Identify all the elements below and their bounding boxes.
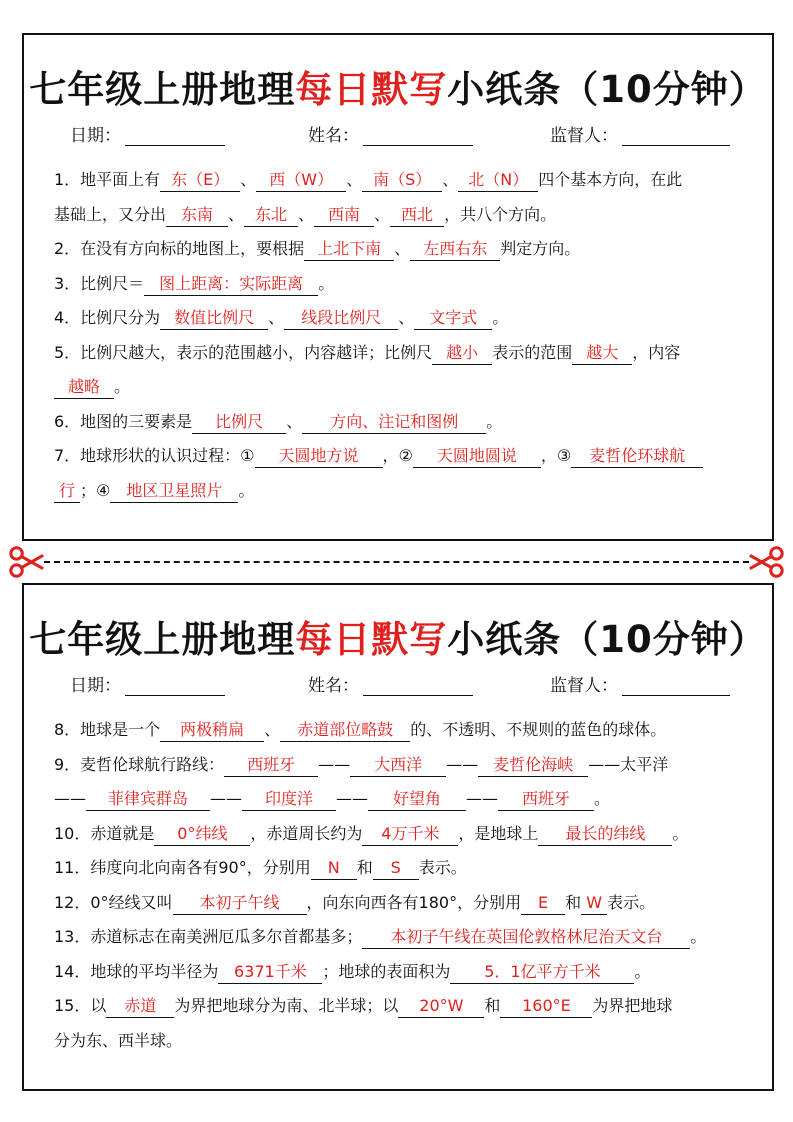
line-text: 。 [318,273,335,293]
answer-blank: 西班牙 [498,788,594,811]
answer-blank: 方向、注记和图例 [302,411,486,434]
line-text: —— [466,789,498,808]
supervisor-blank[interactable] [622,129,730,146]
answer-blank: S [373,857,419,880]
answer-blank: 越大 [572,342,632,365]
answer-blank: 行 [54,480,80,503]
date-field [70,121,225,146]
question-line [54,336,748,371]
answer-blank: 地区卫星照片 [110,480,238,503]
title-highlight: 每日默写 [295,68,448,111]
line-text: 、 [346,170,363,189]
question-line [54,920,748,955]
line-text: 。 [594,789,611,808]
answer-blank: 越略 [54,376,114,399]
answer-blank: 数值比例尺 [160,307,268,330]
line-text: 、 [240,170,257,189]
line-text: 判定方向。 [500,239,581,258]
answer-blank: 0°纬线 [154,823,250,846]
question-list [54,713,748,1058]
line-text: 和 [484,996,501,1015]
supervisor-label: 监督人： [550,676,618,696]
answer-blank: 南（S） [362,169,442,192]
line-text: 太平洋 [620,754,669,774]
line-text: 。 [486,411,503,431]
answer-blank: 160°E [500,995,592,1018]
line-text: ，共八个方向。 [444,204,557,224]
line-text: 。 [238,480,255,500]
answer-blank: 麦哲伦海峡 [478,754,588,777]
answer-blank: W [581,892,607,915]
date-label: 日期： [70,676,121,696]
answer-blank: 印度洋 [242,788,336,811]
title-prefix: 七年级上册地理 [29,68,296,111]
line-text: 1．地平面上有 [54,170,161,189]
question-line [54,267,748,302]
question-line [54,713,748,748]
supervisor-field [550,671,730,696]
date-blank[interactable] [125,129,225,146]
line-text: 15．以 [54,996,107,1015]
name-label: 姓名： [308,676,359,696]
answer-blank: 天圆地方说 [255,445,383,468]
line-text: ，内容 [632,342,681,362]
answer-blank: 东（E） [160,169,240,192]
line-text: 、 [228,204,245,224]
answer-blank: 大西洋 [350,754,446,777]
name-blank[interactable] [363,129,473,146]
line-text: 13．赤道标志在南美洲厄瓜多尔首都基多； [54,927,363,946]
question-line [54,301,748,336]
name-field [308,121,473,146]
line-text: 和 [565,892,582,912]
line-text: ，赤道周长约为 [250,823,363,843]
question-line [54,232,748,267]
answer-blank: 西南 [314,204,374,227]
question-line [54,782,748,817]
line-text: 14．地球的平均半径为 [54,961,219,981]
question-line [54,989,748,1024]
info-fields [70,121,742,147]
answer-blank: 天圆地圆说 [413,445,541,468]
question-line [54,405,748,440]
question-line [54,474,748,509]
line-text: 分为东、西半球。 [54,1030,183,1050]
line-text: 。 [114,377,131,396]
line-text: 、 [442,170,459,189]
line-text: 。 [672,823,689,843]
answer-blank: 好望角 [368,788,466,811]
line-text: ，② [382,446,413,465]
supervisor-label: 监督人： [550,126,618,146]
line-text: 4．比例尺分为 [54,308,161,327]
line-text: 表示的范围 [492,342,573,362]
line-text: 的、不透明、不规则的蓝色的球体。 [410,720,667,739]
answer-blank: 西班牙 [224,754,318,777]
answer-blank: 本初子午线 [173,892,307,915]
answer-blank: 6371千米 [218,961,322,984]
line-text: ；④ [80,480,111,500]
date-blank[interactable] [125,679,225,696]
answer-blank: 两极稍扁 [160,719,264,742]
line-text: 四个基本方向，在此 [538,170,683,189]
line-text: 、 [298,204,315,224]
line-text: 3．比例尺＝ [54,273,145,293]
answer-blank: 东北 [244,204,298,227]
title-suffix: 小纸条（10分钟） [447,68,767,111]
answer-blank: 西北 [390,204,444,227]
line-text: 为界把地球分为南、北半球；以 [174,996,399,1015]
line-text: 基础上，又分出 [54,204,167,224]
card-title [24,609,772,663]
scissors-icon [8,543,46,581]
line-text: ，是地球上 [458,823,539,843]
line-text: ，向东向西各有180°，分别用 [306,892,522,912]
line-text: —— [54,789,86,808]
line-text: 表示。 [607,892,656,912]
line-text: 5．比例尺越大，表示的范围越小，内容越详；比例尺 [54,342,433,362]
answer-blank: 东南 [166,204,228,227]
question-line [54,439,748,474]
answer-blank: N [311,857,357,880]
answer-blank: 比例尺 [192,411,286,434]
line-text: 、 [374,204,391,224]
line-text: ，③ [540,446,572,465]
answer-blank: 麦哲伦环球航 [571,445,703,468]
line-text: 7．地球形状的认识过程：① [54,446,255,465]
line-text: ；地球的表面积为 [322,961,451,981]
answer-blank: 图上距离：实际距离 [144,273,318,296]
line-text: 。 [690,927,707,946]
line-text: 、 [394,239,411,258]
line-text: 、 [286,411,303,431]
line-text: 表示。 [418,858,467,877]
answer-blank: 4万千米 [362,823,458,846]
line-text: 8．地球是一个 [54,720,161,739]
question-line [54,955,748,990]
answer-blank: 左西右东 [410,238,500,261]
answer-blank: 5．1亿平方千米 [450,961,634,984]
question-list [54,163,748,508]
quiz-card-bottom [22,583,774,1091]
answer-blank: 菲律宾群岛 [86,788,210,811]
line-text: 、 [268,308,285,327]
scissors-icon [747,543,785,581]
line-text: 10．赤道就是 [54,823,155,843]
question-line [54,198,748,233]
date-label: 日期： [70,126,121,146]
answer-blank: 西（W） [256,169,346,192]
title-prefix: 七年级上册地理 [29,618,296,661]
question-line [54,886,748,921]
answer-blank: E [521,892,565,915]
line-text: 12．0°经线又叫 [54,892,173,912]
line-text: —— [588,754,621,774]
answer-blank: 上北下南 [304,238,394,261]
answer-blank: 线段比例尺 [284,307,398,330]
cut-line [44,561,749,563]
line-text: 11．纬度向北向南各有90°，分别用 [54,858,311,877]
answer-blank: 越小 [432,342,492,365]
answer-blank: 赤道 [106,995,174,1018]
line-text: 6．地图的三要素是 [54,411,193,431]
name-label: 姓名： [308,126,359,146]
title-highlight: 每日默写 [295,618,448,661]
answer-blank: 文字式 [414,307,492,330]
line-text: 为界把地球 [592,996,673,1015]
line-text: 、 [264,720,281,739]
name-blank[interactable] [363,679,473,696]
line-text: 2．在没有方向标的地图上，要根据 [54,239,305,258]
supervisor-field [550,121,730,146]
answer-blank: 20°W [398,995,484,1018]
line-text: 、 [398,308,415,327]
line-text: 和 [356,858,373,877]
question-line [54,851,748,886]
info-fields [70,671,742,697]
supervisor-blank[interactable] [622,679,730,696]
answer-blank: 北（N） [458,169,538,192]
question-line [54,748,748,783]
quiz-card-top [22,33,774,541]
question-line [54,163,748,198]
line-text: 。 [492,308,509,327]
line-text: —— [318,754,351,774]
question-line [54,1024,748,1059]
date-field [70,671,225,696]
name-field [308,671,473,696]
line-text: —— [336,789,368,808]
line-text: 9．麦哲伦球航行路线： [54,754,225,774]
line-text: —— [446,754,479,774]
answer-blank: 本初子午线在英国伦敦格林尼治天文台 [362,926,690,949]
line-text: 。 [634,961,651,981]
answer-blank: 最长的纬线 [538,823,672,846]
question-line [54,370,748,405]
card-title [24,59,772,113]
answer-blank: 赤道部位略鼓 [280,719,410,742]
question-line [54,817,748,852]
line-text: —— [210,789,242,808]
title-suffix: 小纸条（10分钟） [447,618,767,661]
